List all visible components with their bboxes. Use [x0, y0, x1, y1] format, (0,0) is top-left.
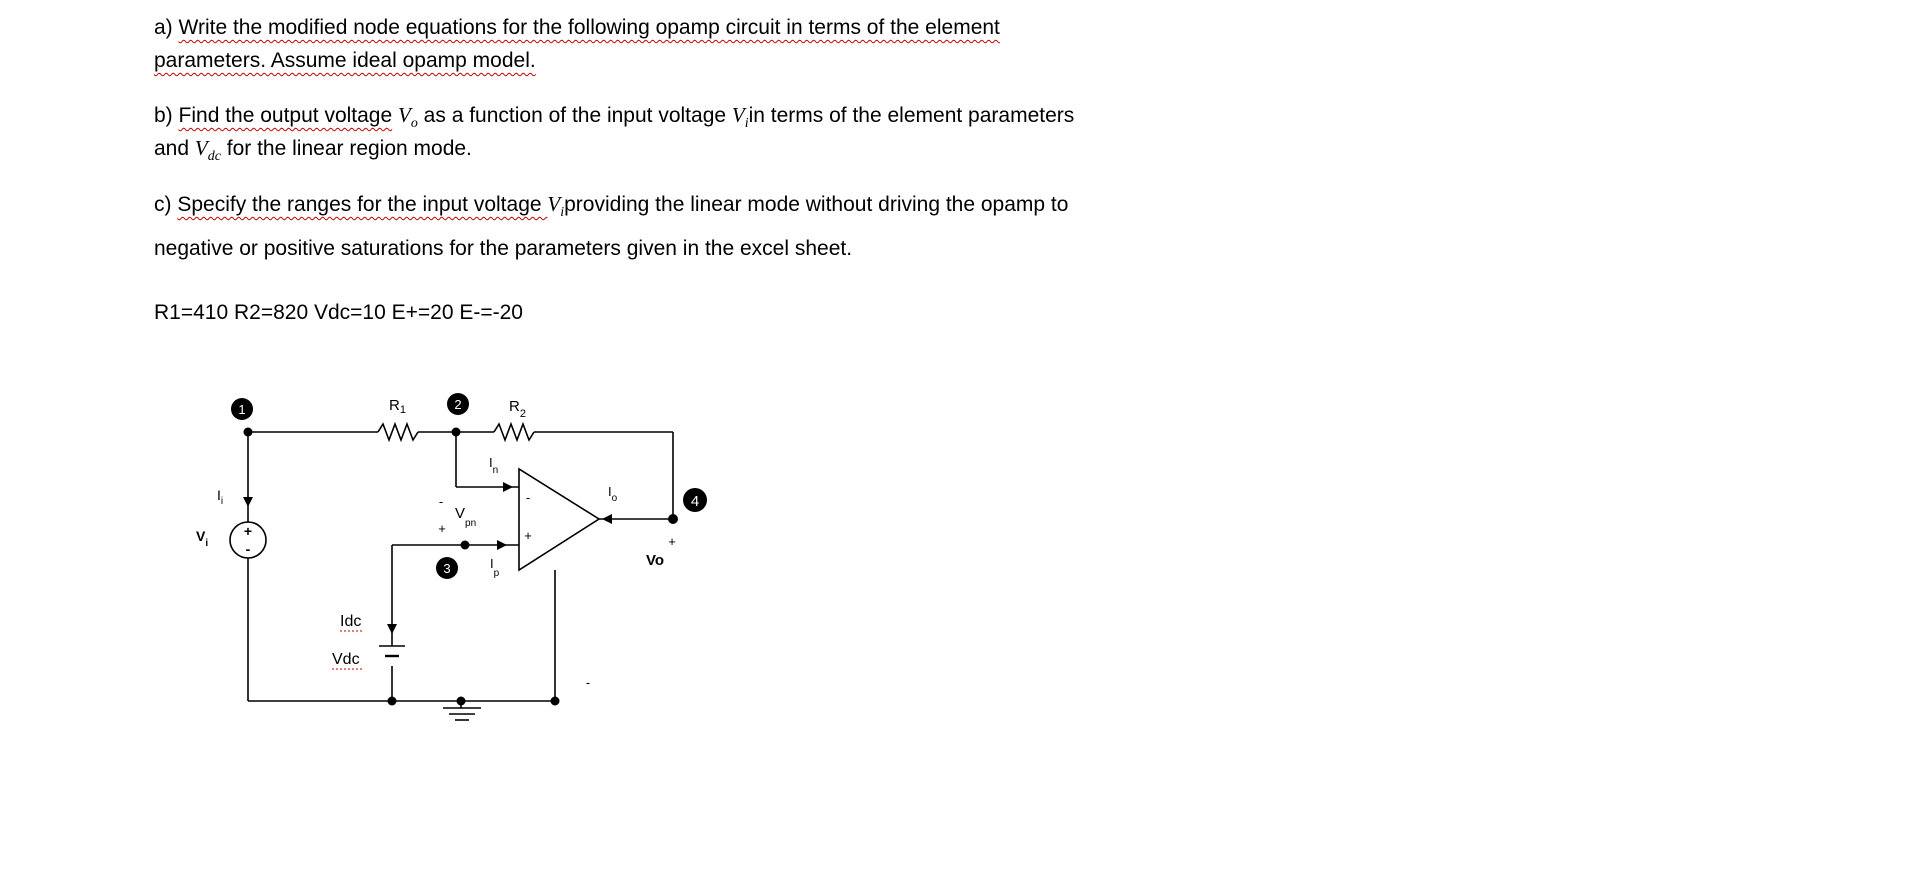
svg-text:2: 2 — [454, 397, 462, 412]
vpn-plus: + — [438, 521, 446, 536]
question-c-line1: c) Specify the ranges for the input voltage $V_iproviding$ the linear mode without driving the opamp to — [154, 192, 1069, 220]
opamp-noninverting-sign: + — [524, 528, 532, 543]
arrow-io-icon — [602, 514, 612, 524]
arrow-ip-icon — [497, 540, 507, 550]
label-r2: $R_2$ — [509, 398, 526, 420]
question-b-line1: b) Find the output voltage $V_o$ as a function of the input voltage $V_iin$ terms of the element parameters — [154, 103, 1075, 131]
label-vdc: Vdc — [332, 651, 360, 668]
source-plus: + — [243, 523, 253, 539]
parameters-text: R1=410 R2=820 Vdc=10 E+=20 E-=-20 — [154, 301, 523, 324]
vpn-minus: - — [438, 494, 444, 509]
vo-plus: + — [668, 534, 676, 549]
arrow-ii-icon — [243, 497, 253, 507]
svg-text:3: 3 — [443, 561, 451, 576]
label-vi: $V_i$ — [196, 528, 209, 549]
svg-text:1: 1 — [238, 402, 246, 417]
var-vi-c: V — [547, 192, 561, 216]
arrow-in-icon — [503, 482, 513, 492]
question-a-text2: parameters. Assume ideal opamp model. — [154, 49, 536, 72]
label-ip: $I_p$ — [490, 556, 500, 579]
arrow-idc-icon — [387, 624, 397, 634]
current-arrows — [243, 482, 612, 634]
var-vo: V — [398, 103, 411, 127]
label-idc: Idc — [340, 613, 362, 630]
source-minus: - — [245, 541, 251, 557]
label-r1: $R_1$ — [389, 397, 406, 416]
question-a-line1: a) Write the modified node equations for the following opamp circuit in terms of the element — [154, 16, 1000, 39]
question-a-text: Write the modified node equations for the following opamp circuit in terms of the element — [178, 16, 1000, 39]
resistor-r2 — [494, 424, 534, 440]
svg-text:4: 4 — [690, 493, 700, 510]
node-badge-3 — [436, 557, 458, 579]
node-badge-4 — [683, 488, 707, 512]
var-vdc: V — [194, 136, 208, 160]
var-vi: V — [731, 103, 745, 127]
question-b-line2: and $V_{dc}$ for the linear region mode. — [154, 136, 472, 164]
node-badge-1 — [231, 398, 253, 420]
node-badge-2 — [447, 393, 469, 415]
label-io: $I_o$ — [608, 484, 618, 504]
label-in: $I_n$ — [489, 455, 499, 476]
label-vo: Vo — [646, 552, 665, 569]
resistor-r1 — [378, 424, 418, 440]
opamp-inverting-sign: - — [525, 490, 531, 505]
junctions — [244, 428, 679, 706]
label-vpn: $V_{pn}$ — [455, 505, 477, 529]
vo-minus: - — [585, 675, 591, 690]
opamp-symbol — [519, 469, 599, 570]
question-c-line2: negative or positive saturations for the parameters given in the excel sheet. — [154, 237, 853, 260]
label-ii: $I_i$ — [217, 487, 224, 507]
